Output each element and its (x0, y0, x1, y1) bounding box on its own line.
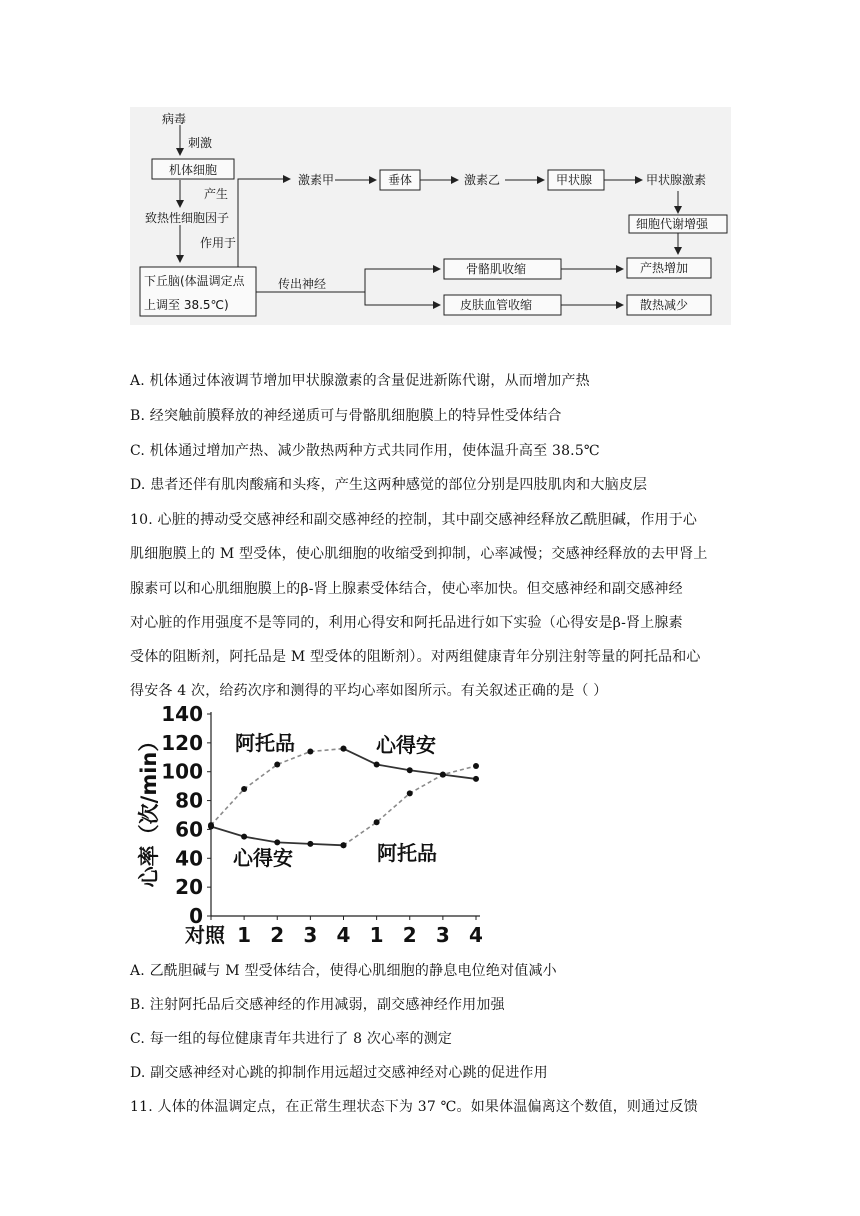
q10-option-c: C. 每一组的每位健康青年共进行了 8 次心率的测定 (130, 1031, 453, 1047)
data-point (374, 819, 380, 825)
label-hypothalamus-1: 下丘脑(体温调定点 (144, 274, 245, 288)
label-muscle: 骨骼肌收缩 (466, 262, 527, 276)
label-metabolism: 细胞代谢增强 (636, 217, 709, 231)
label-thyroid-hormone: 甲状腺激素 (646, 173, 707, 187)
q10-option-d: D. 副交感神经对心跳的抑制作用远超过交感神经对心跳的促进作用 (130, 1065, 548, 1081)
heart-rate-chart-svg (130, 702, 490, 952)
data-point (374, 762, 380, 768)
series-line-4 (344, 766, 477, 845)
data-point (274, 839, 280, 845)
arrow-to-vessel (365, 292, 440, 305)
data-point (274, 762, 280, 768)
x-tick-label: 4 (469, 923, 483, 947)
q9-option-d: D. 患者还伴有肌肉酸痛和头疼，产生这两种感觉的部位分别是四肢肌肉和大脑皮层 (130, 477, 648, 493)
label-stimulate: 刺激 (188, 136, 213, 150)
y-axis-label: 心率（次/min） (137, 730, 161, 888)
x-tick-label: 2 (402, 923, 417, 947)
q10-stem-line-5: 受体的阻断剂，阿托品是 M 型受体的阻断剂）。对两组健康青年分别注射等量的阿托品和心 (130, 649, 701, 665)
data-point (241, 834, 247, 840)
data-point (440, 772, 446, 778)
series-label: 阿托品 (377, 841, 437, 865)
y-tick-label: 0 (189, 904, 203, 928)
data-point (307, 749, 313, 755)
data-point (407, 790, 413, 796)
heart-rate-chart (130, 702, 490, 952)
x-tick-label: 4 (336, 923, 351, 947)
q10-stem-line-6: 得安各 4 次，给药次序和测得的平均心率如图所示。有关叙述正确的是（ ） (130, 683, 608, 699)
label-produce: 产生 (204, 187, 229, 201)
x-tick-label: 3 (303, 923, 318, 947)
label-hypothalamus-2: 上调至 38.5℃) (144, 298, 229, 312)
label-pyrogen: 致热性细胞因子 (145, 211, 230, 225)
q9-option-b: B. 经突触前膜释放的神经递质可与骨骼肌细胞膜上的特异性受体结合 (130, 408, 562, 424)
data-point (473, 776, 479, 782)
x-tick-label: 3 (435, 923, 450, 947)
series-label: 阿托品 (235, 731, 295, 755)
label-thyroid: 甲状腺 (556, 173, 593, 187)
y-tick-label: 20 (175, 875, 203, 900)
label-vessel: 皮肤血管收缩 (460, 298, 533, 312)
label-heat-production: 产热增加 (640, 261, 689, 275)
label-hormone-a: 激素甲 (298, 173, 335, 187)
q10-option-a: A. 乙酰胆碱与 M 型受体结合，使得心肌细胞的静息电位绝对值减小 (130, 963, 557, 979)
y-tick-label: 140 (161, 702, 203, 726)
label-body-cell: 机体细胞 (169, 163, 218, 177)
y-tick-label: 100 (161, 759, 203, 784)
data-point (407, 767, 413, 773)
data-point (208, 824, 214, 830)
y-tick-label: 40 (175, 846, 203, 871)
data-point (473, 763, 479, 769)
y-tick-label: 60 (175, 817, 203, 842)
data-point (307, 841, 313, 847)
label-heat-loss: 散热减少 (640, 298, 689, 312)
y-tick-label: 120 (161, 730, 203, 755)
data-point (341, 746, 347, 752)
thermoregulation-flowchart (130, 107, 731, 325)
data-point (341, 842, 347, 848)
q9-option-a: A. 机体通过体液调节增加甲状腺激素的含量促进新陈代谢，从而增加产热 (130, 373, 590, 389)
data-point (241, 786, 247, 792)
series-line-1 (211, 749, 344, 825)
x-tick-label: 对照 (185, 923, 225, 947)
q9-option-c: C. 机体通过增加产热、减少散热两种方式共同作用，使体温升高至 38.5℃ (130, 443, 600, 459)
q10-option-b: B. 注射阿托品后交感神经的作用减弱，副交感神经作用加强 (130, 997, 505, 1013)
label-virus: 病毒 (162, 112, 187, 126)
q11-stem-line-1: 11. 人体的体温调定点，在正常生理状态下为 37 ℃。如果体温偏离这个数值，则通过反馈 (130, 1099, 698, 1115)
x-tick-label: 1 (237, 923, 252, 947)
series-label: 心得安 (233, 846, 293, 870)
q10-stem-line-4: 对心脏的作用强度不是等同的，利用心得安和阿托品进行如下实验（心得安是β-肾上腺素 (130, 615, 683, 631)
q10-stem-line-2: 肌细胞膜上的 M 型受体，使心肌细胞的收缩受到抑制，心率减慢；交感神经释放的去甲肾上 (130, 546, 708, 562)
x-tick-label: 1 (369, 923, 384, 947)
label-hormone-b: 激素乙 (464, 173, 501, 187)
arrow-to-muscle (365, 269, 440, 292)
label-act-on: 作用于 (200, 236, 237, 250)
label-pituitary: 垂体 (388, 173, 413, 187)
y-tick-label: 80 (175, 788, 203, 813)
flowchart-svg (130, 107, 731, 325)
label-efferent-nerve: 传出神经 (278, 277, 327, 291)
q10-stem-line-3: 腺素可以和心肌细胞膜上的β-肾上腺素受体结合，使心率加快。但交感神经和副交感神经 (130, 581, 683, 597)
series-label: 心得安 (376, 733, 436, 757)
x-tick-label: 2 (270, 923, 285, 947)
q10-stem-line-1: 10. 心脏的搏动受交感神经和副交感神经的控制，其中副交感神经释放乙酰胆碱，作用于心 (130, 512, 698, 528)
arrow-hypothalamus-to-hormone-a (238, 179, 290, 267)
